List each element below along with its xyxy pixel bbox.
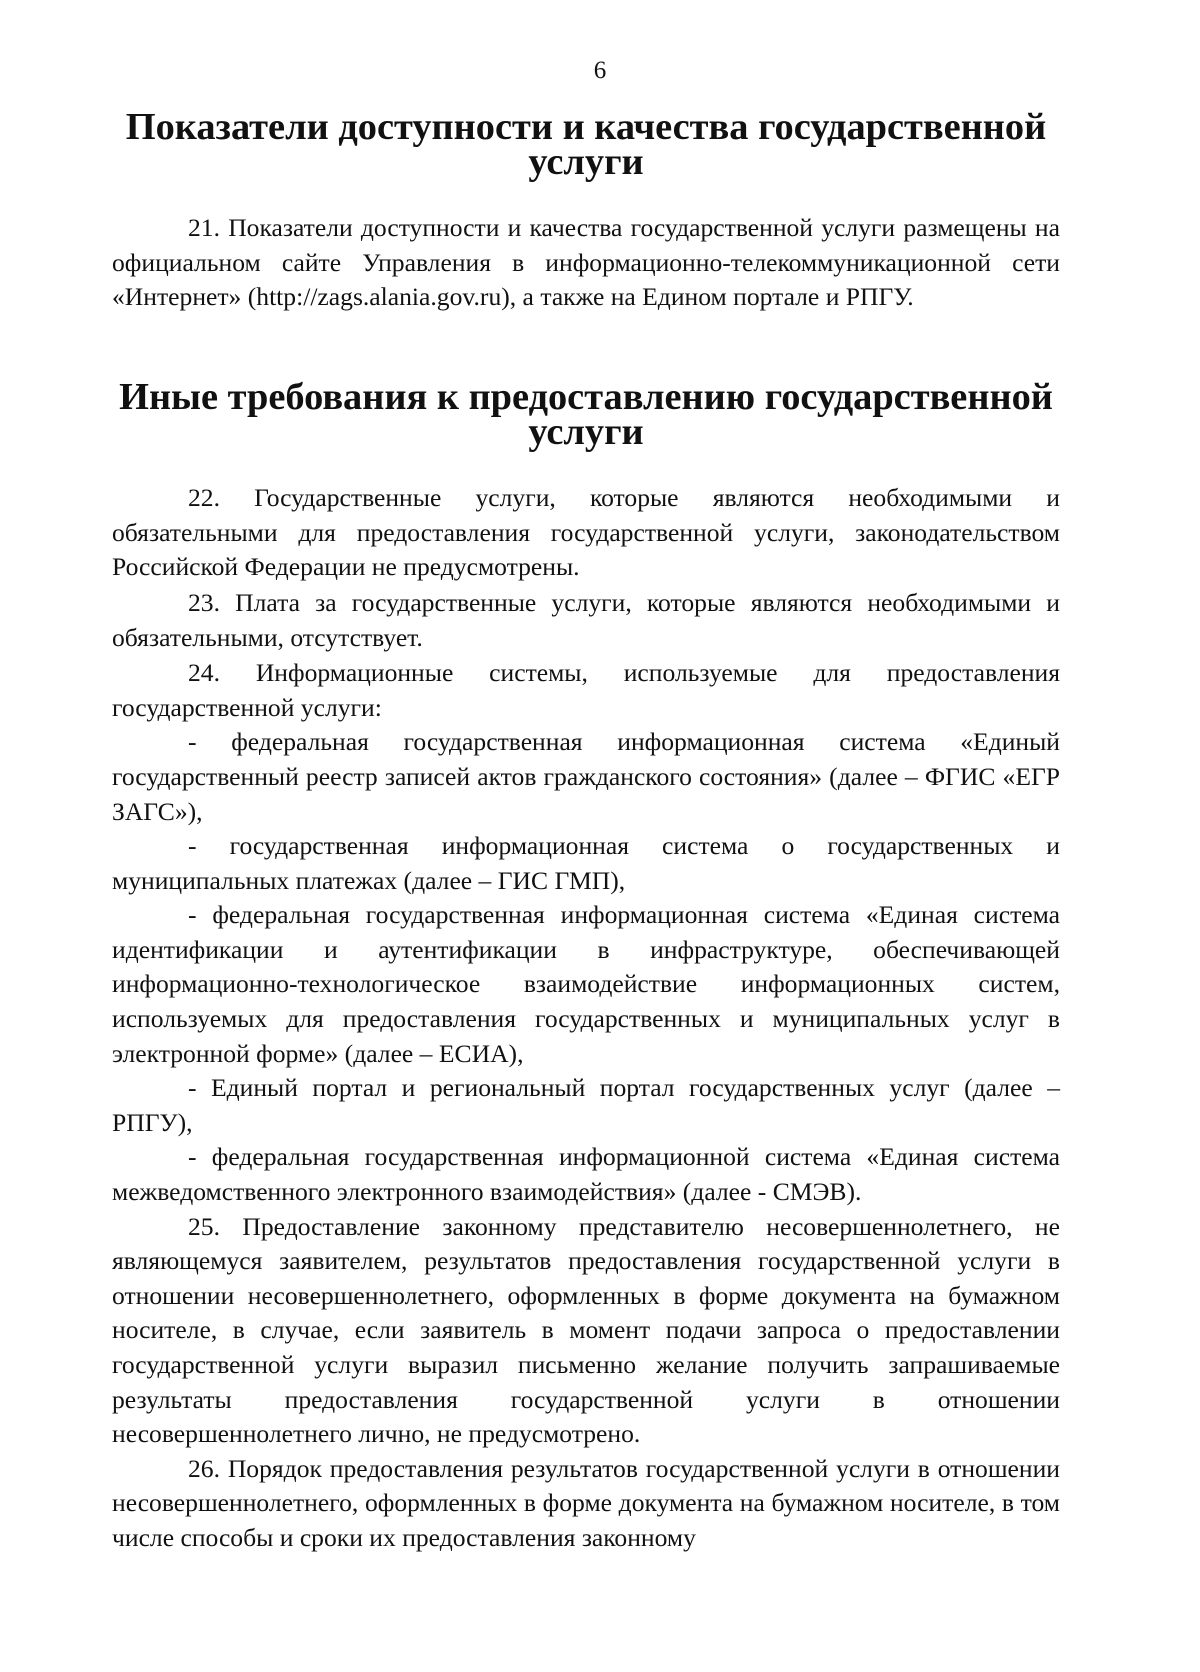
paragraph-24: 24. Информационные системы, используемые для предоставления государственной услуги: xyxy=(112,658,1060,722)
paragraph-22: 22. Государственные услуги, которые являются необходимыми и обязательными для предоставления государственной услуги, законодательством Российской Федерации не предусмотрены. xyxy=(112,483,1060,582)
list-item-esia: - федеральная государственная информационная система «Единая система идентификации и аутентификации в инфраструктуре, обеспечивающей информационно-технологическое взаимодействие информационных систем, используемых для предоставления государственных и муниципальных услуг в электронной форме» (далее – ЕСИА), xyxy=(112,900,1060,1068)
page-number: 6 xyxy=(593,57,607,84)
paragraph-26: 26. Порядок предоставления результатов государственной услуги в отношении несовершеннолетнего, оформленных в форме документа на бумажном носителе, в том числе способы и сроки их предоставления законному xyxy=(112,1453,1060,1552)
paragraph-25: 25. Предоставление законному представителю несовершеннолетнего, не являющемуся заявителем, результатов предоставления государственной услуги в отношении несовершеннолетнего, оформленных в форме документа на бумажном носителе, в случае, если заявитель в момент подачи запроса о предоставлении государственной услуги выразил письменно желание получить запрашиваемые результаты предоставления государственной услуги в отношении несовершеннолетнего лично, не предусмотрено. xyxy=(112,1211,1060,1449)
list-item-rpgu: - Единый портал и региональный портал государственных услуг (далее – РПГУ), xyxy=(112,1073,1060,1137)
list-item-fgis-egr-zags: - федеральная государственная информационная система «Единый государственный реестр записей актов гражданского состояния» (далее – ФГИС «ЕГР ЗАГС»), xyxy=(112,727,1060,826)
paragraph-23: 23. Плата за государственные услуги, которые являются необходимыми и обязательными, отсутствует. xyxy=(112,587,1060,652)
section-heading-other-requirements: Иные требования к предоставлению государственной услуги xyxy=(119,375,1053,453)
section-heading-availability-quality: Показатели доступности и качества государственной услуги xyxy=(125,106,1047,183)
document-body xyxy=(112,106,1060,1556)
list-item-smev: - федеральная государственная информационной система «Единая система межведомственного электронного взаимодействия» (далее - СМЭВ). xyxy=(112,1142,1060,1207)
list-item-gis-gmp: - государственная информационная система о государственных и муниципальных платежах (далее – ГИС ГМП), xyxy=(112,831,1060,895)
paragraph-21: 21. Показатели доступности и качества государственной услуги размещены на официальном сайте Управления в информационно-телекоммуникационной сети «Интернет» (http://zags.alania.gov.ru), а также на Едином портале и РПГУ. xyxy=(112,213,1060,312)
